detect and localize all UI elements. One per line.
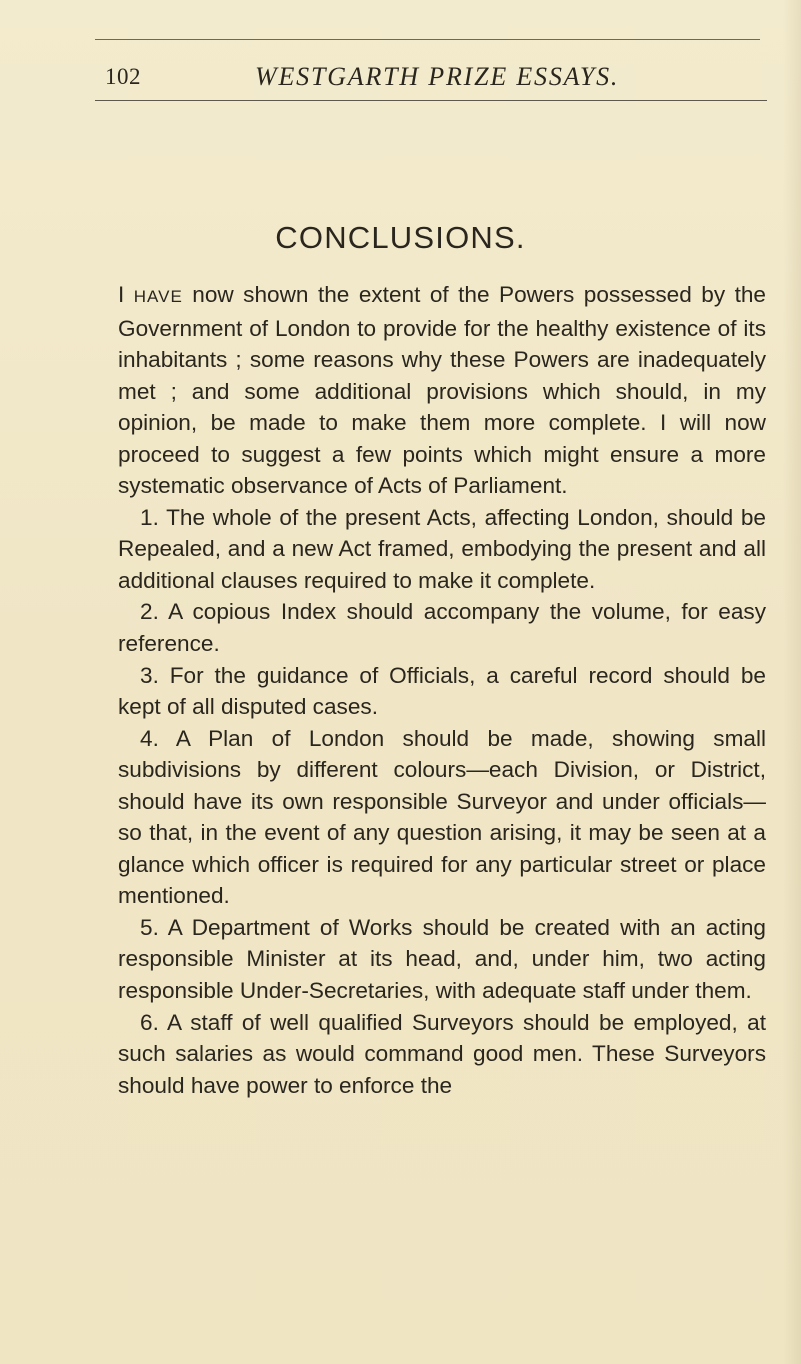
recommendation-item: 6. A staff of well qualified Surveyors should be employed, at such salaries as would command good men. These Surveyors should have power to enforce the (118, 1009, 766, 1098)
section-title: CONCLUSIONS. (275, 220, 526, 255)
intro-paragraph (118, 279, 766, 502)
top-rule (95, 39, 760, 40)
recommendation-item: 3. For the guidance of Officials, a careful record should be kept of all disputed cases. (118, 662, 766, 720)
running-title: WESTGARTH PRIZE ESSAYS. (255, 62, 620, 91)
recommendation-item: 2. A copious Index should accompany the volume, for easy reference. (118, 599, 766, 657)
page-header (105, 56, 765, 96)
intro-lead-smallcaps: HAVE (133, 287, 183, 306)
header-rule (95, 100, 767, 101)
recommendation-item: 1. The whole of the present Acts, affecting London, should be Repealed, and a new Act framed, embodying the present and all additional clauses required to make it complete. (118, 504, 766, 593)
body-text (118, 279, 766, 1101)
recommendation-item: 4. A Plan of London should be made, showing small subdivisions by different colours—each Division, or District, should have its own responsible Surveyor and under officials—so that, in the event of any question arising, it may be seen at a glance which officer is required for any particular street or place mentioned. (118, 725, 766, 909)
intro-text: now shown the extent of the Powers possessed by the Government of London to provide for the healthy existence of its inhabitants ; some reasons why these Powers are inadequately met ; and some additional provisions which should, in my opinion, be made to make them more complete. I will now proceed to suggest a few points which might ensure a more systematic observance of Acts of Parliament. (118, 282, 767, 499)
page-number: 102 (105, 64, 141, 89)
intro-lead-word: I (118, 282, 125, 307)
page-edge-shadow (783, 0, 801, 1364)
recommendation-item: 5. A Department of Works should be created with an acting responsible Minister at its head, and, under him, two acting responsible Under-Secretaries, with adequate staff under them. (118, 914, 766, 1004)
